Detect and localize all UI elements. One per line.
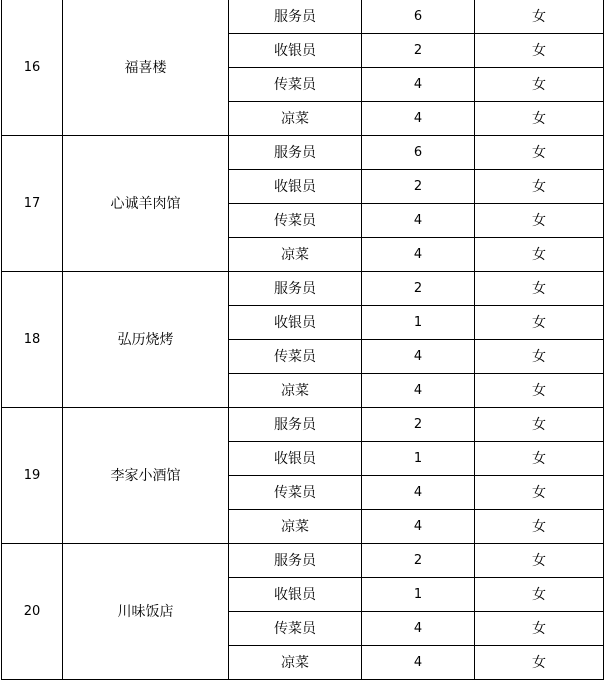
- employer-name: 弘历烧烤: [63, 272, 229, 408]
- position-title: 传菜员: [229, 204, 362, 238]
- position-gender: 女: [475, 510, 604, 544]
- position-gender: 女: [475, 340, 604, 374]
- position-gender: 女: [475, 102, 604, 136]
- position-count: 2: [362, 408, 475, 442]
- position-gender: 女: [475, 578, 604, 612]
- position-title: 收银员: [229, 306, 362, 340]
- position-count: 6: [362, 136, 475, 170]
- position-title: 服务员: [229, 136, 362, 170]
- position-title: 收银员: [229, 34, 362, 68]
- position-title: 收银员: [229, 170, 362, 204]
- position-gender: 女: [475, 442, 604, 476]
- employer-name: 李家小酒馆: [63, 408, 229, 544]
- position-title: 凉菜: [229, 238, 362, 272]
- table-row: [2, 408, 604, 442]
- job-openings-table: [1, 0, 604, 680]
- position-gender: 女: [475, 374, 604, 408]
- row-index: 16: [2, 0, 63, 136]
- table-row: [2, 136, 604, 170]
- position-title: 服务员: [229, 544, 362, 578]
- position-title: 传菜员: [229, 340, 362, 374]
- position-gender: 女: [475, 544, 604, 578]
- position-count: 1: [362, 578, 475, 612]
- position-gender: 女: [475, 136, 604, 170]
- position-title: 凉菜: [229, 374, 362, 408]
- table-row: [2, 272, 604, 306]
- position-title: 服务员: [229, 272, 362, 306]
- position-count: 4: [362, 612, 475, 646]
- position-title: 传菜员: [229, 68, 362, 102]
- position-title: 凉菜: [229, 510, 362, 544]
- row-index: 18: [2, 272, 63, 408]
- position-title: 凉菜: [229, 646, 362, 680]
- position-count: 2: [362, 544, 475, 578]
- position-gender: 女: [475, 408, 604, 442]
- position-count: 2: [362, 34, 475, 68]
- position-count: 4: [362, 374, 475, 408]
- position-gender: 女: [475, 170, 604, 204]
- position-gender: 女: [475, 34, 604, 68]
- position-gender: 女: [475, 612, 604, 646]
- position-gender: 女: [475, 68, 604, 102]
- position-gender: 女: [475, 646, 604, 680]
- table-body: [2, 0, 604, 680]
- position-count: 6: [362, 0, 475, 34]
- position-title: 收银员: [229, 578, 362, 612]
- position-gender: 女: [475, 238, 604, 272]
- position-title: 收银员: [229, 442, 362, 476]
- row-index: 17: [2, 136, 63, 272]
- row-index: 19: [2, 408, 63, 544]
- position-gender: 女: [475, 476, 604, 510]
- position-count: 1: [362, 442, 475, 476]
- position-count: 4: [362, 238, 475, 272]
- position-gender: 女: [475, 0, 604, 34]
- position-count: 4: [362, 102, 475, 136]
- position-count: 4: [362, 510, 475, 544]
- position-count: 2: [362, 272, 475, 306]
- position-count: 2: [362, 170, 475, 204]
- employer-name: 福喜楼: [63, 0, 229, 136]
- position-title: 凉菜: [229, 102, 362, 136]
- position-title: 传菜员: [229, 612, 362, 646]
- position-count: 4: [362, 204, 475, 238]
- position-count: 4: [362, 476, 475, 510]
- table-row: [2, 0, 604, 34]
- position-gender: 女: [475, 306, 604, 340]
- position-title: 传菜员: [229, 476, 362, 510]
- row-index: 20: [2, 544, 63, 680]
- position-gender: 女: [475, 272, 604, 306]
- position-title: 服务员: [229, 0, 362, 34]
- table-row: [2, 544, 604, 578]
- position-gender: 女: [475, 204, 604, 238]
- employer-name: 心诚羊肉馆: [63, 136, 229, 272]
- position-count: 4: [362, 340, 475, 374]
- employer-name: 川味饭店: [63, 544, 229, 680]
- position-title: 服务员: [229, 408, 362, 442]
- position-count: 1: [362, 306, 475, 340]
- position-count: 4: [362, 68, 475, 102]
- position-count: 4: [362, 646, 475, 680]
